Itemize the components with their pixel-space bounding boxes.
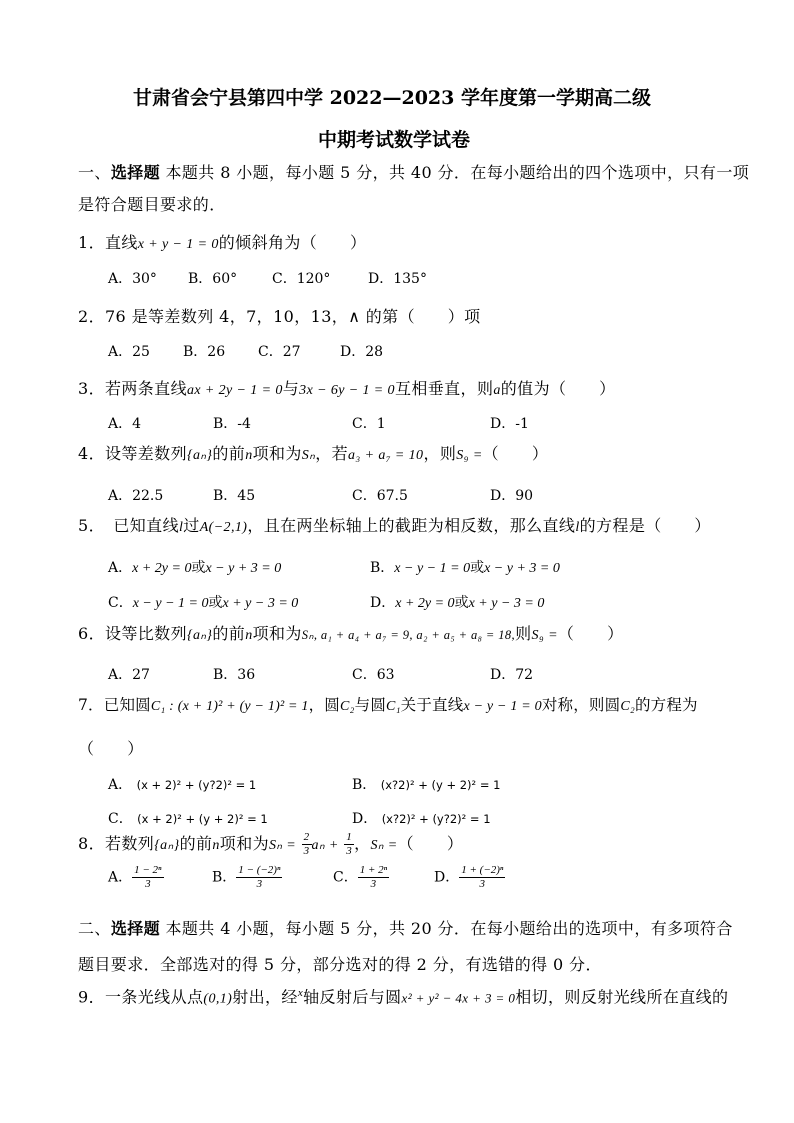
q3-line1: ax + 2y − 1 = 0: [186, 383, 283, 398]
q8-stem-a: 8．若数列: [78, 834, 155, 853]
q5-l: l: [178, 520, 184, 535]
q7-d-eq: (x?2)² + (y?2)² = 1: [381, 812, 491, 826]
q9-point: (0,1): [203, 991, 233, 1007]
q3-var: a: [493, 383, 501, 398]
q6-option-a: A．27: [108, 667, 150, 683]
q7-c1b: C₁: [386, 699, 401, 714]
q2-option-d: D．28: [340, 344, 384, 360]
q4-s9: S₉ =: [456, 448, 483, 463]
q9-stem-a: 9．一条光线从点: [78, 987, 204, 1007]
q4-stem-f: （ ）: [482, 444, 549, 463]
q8-c-label: C．: [333, 869, 358, 886]
q1-option-d: D．135°: [368, 271, 427, 287]
q3-option-a: A．4: [108, 416, 142, 432]
q5-stem-b: 过: [183, 516, 200, 535]
q5-a-or: 或: [191, 560, 206, 576]
q7-option-b: [352, 778, 500, 792]
q5-c-eq1: x − y − 1 = 0: [132, 596, 209, 611]
q8-stem-d: ，: [354, 834, 371, 853]
q8-b-label: B．: [212, 869, 237, 886]
q4-seq: {aₙ}: [186, 448, 213, 463]
section2-intro-line2: 题目要求．全部选对的得 5 分，部分选对的得 2 分，有选错的得 0 分．: [78, 955, 602, 974]
q6-stem-c: 项和为: [252, 624, 302, 643]
q6-condition: Sₙ, a₁ + a₄ + a₇ = 9, a₂ + a₅ + a₈ = 18,: [301, 628, 516, 642]
section2-text: 本题共 4 小题，每小题 5 分，共 20 分．在每小题给出的选项中，有多项符合: [160, 919, 733, 938]
q8-option-d: [434, 864, 505, 891]
q8-stem-c: 项和为: [219, 834, 269, 853]
q6-option-b: B．36: [213, 667, 256, 683]
q5-option-a: [108, 561, 281, 576]
q6-option-c: C．63: [352, 667, 395, 683]
q7-stem-d: 关于直线: [400, 696, 464, 714]
q1-option-c: C．120°: [272, 271, 331, 287]
question-4-stem: [78, 446, 548, 463]
q8-a-frac: $\frac{\text{1 − 2ⁿ}}{3}$: [134, 864, 162, 890]
q5-b-eq1: x − y − 1 = 0: [394, 561, 471, 576]
section2-prefix: 二、: [78, 919, 111, 938]
q7-option-a: [108, 778, 256, 792]
q4-option-a: A．22.5: [108, 488, 164, 504]
q7-stem-f: 的方程为: [634, 696, 698, 714]
q7-stem-c: 与圆: [354, 696, 387, 714]
question-3-stem: [78, 381, 616, 398]
q6-stem-d: 则: [515, 624, 532, 643]
q8-seq: {aₙ}: [154, 838, 180, 853]
exam-title-line1: 甘肃省会宁县第四中学 2022—2023 学年度第一学期高二级: [133, 87, 651, 109]
q7-a-label: A．: [108, 777, 133, 793]
q4-stem-a: 4．设等差数列: [78, 444, 187, 463]
q6-option-d: D．72: [490, 667, 534, 683]
question-7-stem: [78, 698, 698, 714]
section1-text: 本题共 8 小题，每小题 5 分，共 40 分．在每小题给出的四个选项中，只有一项: [160, 163, 750, 182]
q8-c-frac: $\frac{\text{1 + 2ⁿ}}{3}$: [359, 864, 388, 890]
q5-d-label: D．: [370, 595, 396, 611]
q7-c2b: C₂: [620, 699, 635, 714]
q5-l2: l: [575, 520, 580, 535]
q6-n: n: [245, 628, 253, 643]
q4-stem-d: ，若: [315, 444, 348, 463]
q6-stem-b: 的前: [212, 624, 246, 643]
q8-b-frac: $\frac{\text{1 − (−2)ⁿ}}{3}$: [238, 864, 281, 890]
q9-stem-c: 轴反射后与圆: [303, 987, 402, 1007]
q5-a-label: A．: [108, 560, 133, 576]
q7-b-eq: (x?2)² + (y + 2)² = 1: [380, 778, 501, 792]
q7-c2: C₂: [340, 699, 355, 714]
q5-b-label: B．: [370, 560, 395, 576]
q3-stem-c: 互相垂直，则: [394, 379, 494, 398]
section2-intro-line1: [78, 921, 733, 937]
q5-option-d: [370, 596, 544, 611]
question-1-stem: [78, 235, 366, 252]
q8-an: aₙ +: [311, 838, 339, 853]
q6-s9: S₉ =: [531, 628, 558, 643]
q2-option-c: C．27: [258, 344, 301, 360]
q7-d-label: D．: [352, 811, 378, 827]
q7-c-label: C．: [108, 811, 133, 827]
q9-stem-b: 射出，经: [232, 987, 298, 1007]
q5-stem-d: 的方程是（ ）: [579, 516, 711, 535]
q3-option-b: B．-4: [213, 416, 251, 432]
q5-stem-c: ，且在两坐标轴上的截距为相反数，那么直线: [247, 516, 576, 535]
q5-c-label: C．: [108, 595, 133, 611]
q4-condition: a₃ + a₇ = 10: [348, 448, 424, 463]
q6-seq: {aₙ}: [186, 628, 213, 643]
q5-option-c: [108, 596, 298, 611]
q4-n: n: [245, 448, 253, 463]
q5-point: A(−2,1): [199, 520, 248, 535]
exam-title-line2: 中期考试数学试卷: [318, 129, 471, 151]
q5-c-eq2: x + y − 3 = 0: [222, 596, 299, 611]
q5-a-eq2: x − y + 3 = 0: [205, 561, 282, 576]
q8-option-b: [212, 864, 282, 891]
q4-stem-b: 的前: [212, 444, 246, 463]
section2-heading: 选择题: [110, 919, 161, 938]
question-9-stem: [78, 988, 728, 1006]
q8-stem-b: 的前: [179, 834, 213, 853]
q4-stem-c: 项和为: [252, 444, 302, 463]
q8-frac-1-3: $\frac{1}{3}$: [346, 831, 353, 857]
q4-option-b: B．45: [213, 488, 256, 504]
q4-option-d: D．90: [490, 488, 534, 504]
question-6-stem: [78, 626, 624, 643]
q5-option-b: [370, 561, 560, 576]
q1-option-b: B．60°: [188, 271, 238, 287]
q8-sn: Sₙ =: [269, 838, 297, 853]
q7-line: x − y − 1 = 0: [463, 699, 542, 714]
q3-option-c: C．1: [352, 416, 386, 432]
q8-sn2: Sₙ =: [370, 838, 398, 853]
q7-a-eq: (x + 2)² + (y?2)² = 1: [136, 778, 257, 792]
q8-option-a: [108, 864, 164, 891]
q3-stem-b: 与: [282, 379, 300, 398]
q4-stem-e: ，则: [423, 444, 457, 463]
q3-line2: 3x − 6y − 1 = 0: [299, 383, 395, 398]
section1-intro-line1: [78, 165, 749, 181]
question-2-stem: 2．76 是等差数列 4，7，10，13，∧ 的第（ ）项: [78, 307, 481, 326]
q2-option-b: B．26: [183, 344, 226, 360]
q7-stem-e: 对称，则圆: [541, 696, 621, 714]
q9-x: x: [297, 987, 304, 999]
q8-n: n: [212, 838, 220, 853]
section1-intro-line2: 是符合题目要求的．: [78, 195, 226, 214]
q5-c-or: 或: [208, 595, 223, 611]
q5-d-or: 或: [454, 595, 469, 611]
q1-stem-b: 的倾斜角为（ ）: [218, 233, 367, 252]
question-5-stem: [78, 518, 711, 535]
q8-option-c: [333, 864, 389, 891]
q7-circle1: C₁ : (x + 1)² + (y − 1)² = 1: [150, 699, 309, 714]
q4-option-c: C．67.5: [352, 488, 408, 504]
q7-option-d: [352, 812, 491, 826]
q3-stem-d: 的值为（ ）: [500, 379, 616, 398]
q7-option-c: [108, 812, 268, 826]
q6-stem-e: （ ）: [557, 624, 624, 643]
question-7-paren: （ ）: [78, 739, 144, 758]
q3-option-d: D．-1: [490, 416, 529, 432]
q9-circle: x² + y² − 4x + 3 = 0: [401, 990, 516, 1006]
q5-b-eq2: x − y + 3 = 0: [484, 561, 560, 576]
q5-b-or: 或: [470, 560, 485, 576]
q7-stem-b: ，圆: [308, 696, 341, 714]
section1-prefix: 一、: [78, 163, 111, 182]
q6-stem-a: 6．设等比数列: [78, 624, 187, 643]
q1-equation: x + y − 1 = 0: [137, 237, 219, 252]
q8-d-label: D．: [434, 869, 460, 886]
q1-stem-a: 1．直线: [78, 233, 138, 252]
q4-sn: Sₙ: [301, 448, 316, 463]
q7-b-label: B．: [352, 777, 377, 793]
question-8-stem: [78, 830, 463, 860]
q7-c-eq: (x + 2)² + (y + 2)² = 1: [137, 812, 268, 826]
q5-a-eq1: x + 2y = 0: [132, 561, 192, 576]
q5-stem-a: 5． 已知直线: [78, 516, 179, 535]
q8-frac-2-3: $\frac{2}{3}$: [303, 831, 310, 857]
q9-stem-d: 相切，则反射光线所在直线的: [515, 987, 729, 1007]
q5-d-eq2: x + y − 3 = 0: [468, 596, 545, 611]
q8-d-frac: $\frac{\text{1 + (−2)ⁿ}}{3}$: [461, 864, 504, 890]
q1-option-a: A．30°: [108, 271, 157, 287]
q3-stem-a: 3．若两条直线: [78, 379, 187, 398]
q8-stem-e: （ ）: [397, 834, 464, 853]
q7-stem-a: 7．已知圆: [78, 696, 151, 714]
section1-heading: 选择题: [110, 163, 161, 182]
q5-d-eq1: x + 2y = 0: [395, 596, 455, 611]
q8-a-label: A．: [108, 869, 133, 886]
q2-option-a: A．25: [108, 344, 150, 360]
